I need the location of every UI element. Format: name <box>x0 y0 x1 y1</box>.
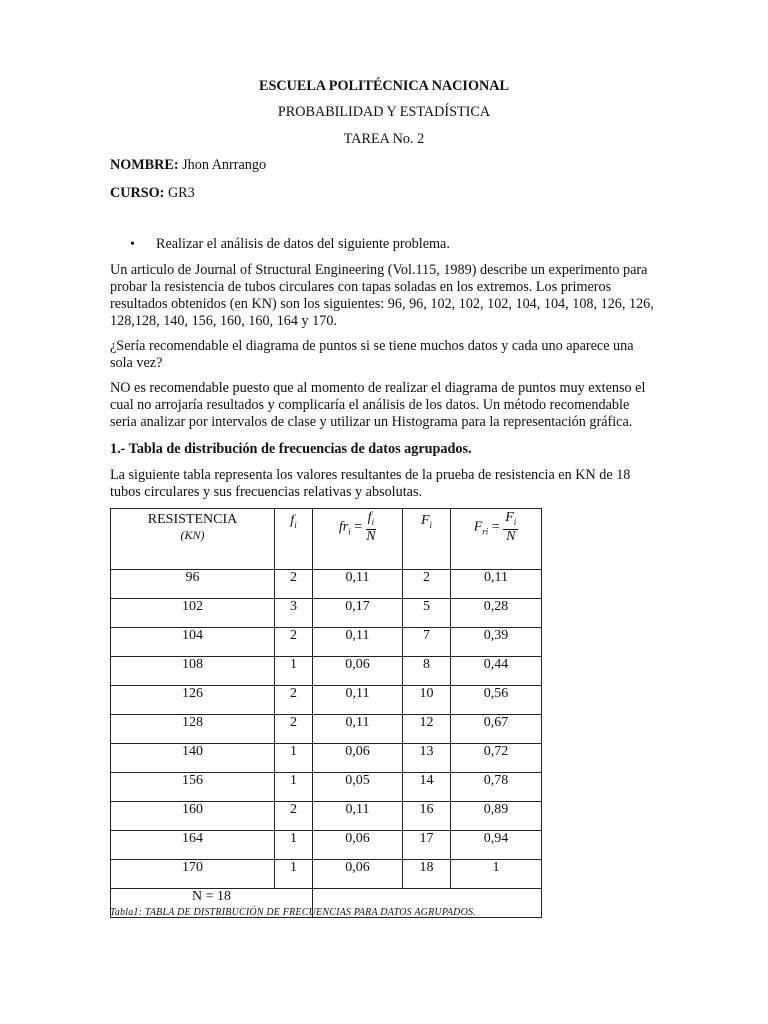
cell-fi: 2 <box>275 628 313 657</box>
table-row <box>111 831 542 860</box>
bullet-icon: • <box>130 237 135 252</box>
cell-Fi: 13 <box>403 744 451 773</box>
header-fi-sub: i <box>294 519 297 530</box>
cell-fri: 0,11 <box>313 802 403 831</box>
cell-Fri: 0,94 <box>451 831 542 860</box>
cell-fri: 0,06 <box>313 744 403 773</box>
cell-resistance: 108 <box>111 657 275 686</box>
cell-resistance: 160 <box>111 802 275 831</box>
header-fri-num-sub: i <box>371 516 375 527</box>
paragraph-line: La siguiente tabla representa los valores resultantes de la prueba de resistencia en KN de 18 <box>110 467 631 483</box>
table-caption: Tabla1: TABLA DE DISTRIBUCIÓN DE FRECUENCIAS PARA DATOS AGRUPADOS. <box>110 907 476 918</box>
cell-Fi: 2 <box>403 570 451 599</box>
header-fri-sub: i <box>348 526 351 537</box>
cell-total-n: N = 18 <box>111 889 313 918</box>
cell-Fri: 0,72 <box>451 744 542 773</box>
school-title: ESCUELA POLITÉCNICA NACIONAL <box>259 78 509 94</box>
course-value: GR3 <box>167 185 195 201</box>
cell-fri: 0,11 <box>313 628 403 657</box>
header-Fri <box>451 509 542 570</box>
frequency-table <box>110 508 542 918</box>
cell-Fi: 7 <box>403 628 451 657</box>
cell-fri: 0,11 <box>313 570 403 599</box>
table-header-row <box>111 509 542 570</box>
header-Fri-denominator: N <box>506 528 516 544</box>
name-label: NOMBRE: <box>110 157 179 173</box>
header-fri-fraction <box>366 511 376 544</box>
header-fri-numerator <box>366 511 376 530</box>
cell-fi: 1 <box>275 744 313 773</box>
header-resistance-unit: (KN) <box>180 528 205 542</box>
table-row <box>111 860 542 889</box>
paragraph-line: ¿Sería recomendable el diagrama de puntos si se tiene muchos datos y cada uno aparece una <box>110 338 634 354</box>
subject-title: PROBABILIDAD Y ESTADÍSTICA <box>277 104 491 120</box>
name-line <box>110 157 266 174</box>
paragraph-line: resultados obtenidos (en KN) son los siguientes: 96, 96, 102, 102, 102, 104, 104, 108, 126, 126, <box>110 296 654 312</box>
header-resistance <box>111 509 275 570</box>
header-Fri-num-symbol: F <box>505 510 514 525</box>
header-fi-symbol: f <box>290 513 295 528</box>
cell-Fi: 14 <box>403 773 451 802</box>
cell-Fri: 0,67 <box>451 715 542 744</box>
paragraph-line: cual no arrojaría resultados y complicaría el análisis de los datos. Un método recomendable <box>110 397 630 413</box>
cell-Fi: 17 <box>403 831 451 860</box>
table-row <box>111 686 542 715</box>
paragraph-line: tubos circulares y sus frecuencias relativas y absolutas. <box>110 484 423 500</box>
header-fri-num-symbol: f <box>367 510 372 525</box>
cell-resistance: 126 <box>111 686 275 715</box>
cell-fi: 3 <box>275 599 313 628</box>
cell-fi: 2 <box>275 686 313 715</box>
course-line <box>110 185 195 202</box>
paragraph-line: probar la resistencia de tubos circulares con tapas soladas en los extremos. Los primeros <box>110 279 612 295</box>
cell-fri: 0,11 <box>313 686 403 715</box>
cell-fri: 0,05 <box>313 773 403 802</box>
cell-fi: 2 <box>275 570 313 599</box>
table-row <box>111 570 542 599</box>
cell-fi: 2 <box>275 715 313 744</box>
header-fri-denominator: N <box>366 528 376 544</box>
cell-resistance: 156 <box>111 773 275 802</box>
cell-Fi: 8 <box>403 657 451 686</box>
cell-fri: 0,11 <box>313 715 403 744</box>
cell-Fi: 12 <box>403 715 451 744</box>
header-Fi-sub: i <box>429 519 433 530</box>
table-row <box>111 657 542 686</box>
cell-fri: 0,06 <box>313 657 403 686</box>
header-Fri-numerator <box>503 511 518 530</box>
header-Fri-eq: = <box>491 519 500 535</box>
cell-resistance: 164 <box>111 831 275 860</box>
cell-resistance: 170 <box>111 860 275 889</box>
cell-fri: 0,06 <box>313 860 403 889</box>
bullet-text: Realizar el análisis de datos del siguiente problema. <box>156 236 450 252</box>
cell-fi: 1 <box>275 860 313 889</box>
paragraph-intro <box>110 262 658 330</box>
cell-resistance: 128 <box>111 715 275 744</box>
cell-Fi: 5 <box>403 599 451 628</box>
header-Fri-fraction <box>503 511 518 544</box>
cell-Fri: 0,39 <box>451 628 542 657</box>
cell-fi: 1 <box>275 657 313 686</box>
table-row <box>111 802 542 831</box>
header-Fri-num-sub: i <box>513 516 517 527</box>
cell-Fi: 16 <box>403 802 451 831</box>
section-heading: 1.- Tabla de distribución de frecuencias de datos agrupados. <box>110 441 472 457</box>
header-Fi <box>403 509 451 570</box>
header-Fri-sub: ri <box>482 526 489 537</box>
cell-resistance: 102 <box>111 599 275 628</box>
header-fi <box>275 509 313 570</box>
name-value: Jhon Anrrango <box>182 157 267 173</box>
paragraph-question <box>110 338 658 372</box>
section-intro <box>110 467 658 501</box>
cell-Fi: 10 <box>403 686 451 715</box>
cell-Fri: 0,28 <box>451 599 542 628</box>
paragraph-line: 128,128, 140, 156, 160, 160, 164 y 170. <box>110 313 337 329</box>
table-row <box>111 715 542 744</box>
cell-resistance: 140 <box>111 744 275 773</box>
table-row <box>111 628 542 657</box>
cell-Fri: 0,44 <box>451 657 542 686</box>
cell-fri: 0,17 <box>313 599 403 628</box>
paragraph-answer <box>110 380 658 431</box>
cell-Fri: 0,89 <box>451 802 542 831</box>
cell-Fri: 0,11 <box>451 570 542 599</box>
paragraph-line: sola vez? <box>110 355 163 371</box>
header-Fi-symbol: F <box>420 513 430 528</box>
header-fri-eq: = <box>354 519 363 535</box>
paragraph-line: seria analizar por intervalos de clase y utilizar un Histograma para la representación gráfica. <box>110 414 633 430</box>
table-row <box>111 744 542 773</box>
header-Fri-symbol: F <box>473 519 483 535</box>
paragraph-line: Un articulo de Journal of Structural Engineering (Vol.115, 1989) describe un experimento para <box>110 262 648 278</box>
header-resistance-label: RESISTENCIA <box>147 512 238 527</box>
header-fri <box>313 509 403 570</box>
paragraph-line: NO es recomendable puesto que al momento de realizar el diagrama de puntos muy extenso el <box>110 380 646 396</box>
cell-Fri: 0,56 <box>451 686 542 715</box>
course-label: CURSO: <box>110 185 165 201</box>
cell-fi: 1 <box>275 773 313 802</box>
cell-Fi: 18 <box>403 860 451 889</box>
cell-resistance: 104 <box>111 628 275 657</box>
table-row <box>111 773 542 802</box>
cell-Fri: 1 <box>451 860 542 889</box>
cell-fi: 1 <box>275 831 313 860</box>
cell-fi: 2 <box>275 802 313 831</box>
cell-Fri: 0,78 <box>451 773 542 802</box>
cell-fri: 0,06 <box>313 831 403 860</box>
table-row <box>111 599 542 628</box>
header-fri-symbol: fr <box>338 519 349 535</box>
cell-resistance: 96 <box>111 570 275 599</box>
task-title: TAREA No. 2 <box>343 131 425 147</box>
